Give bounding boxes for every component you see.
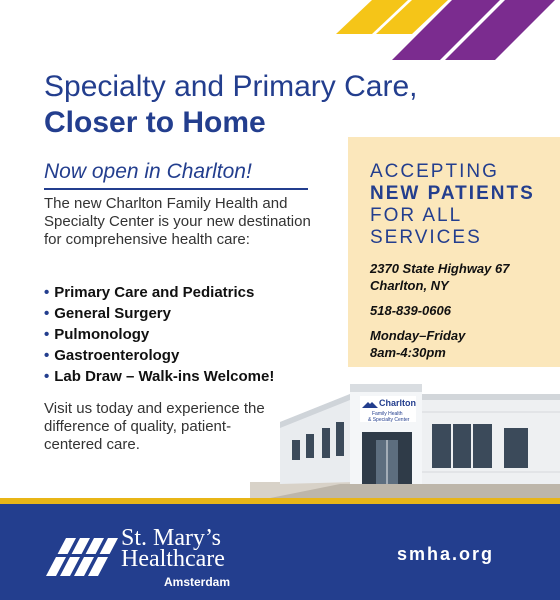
- bullet-icon: •: [44, 368, 50, 385]
- sign-line3: & Specialty Center: [368, 417, 410, 423]
- website-link[interactable]: smha.org: [397, 544, 495, 564]
- bullet-icon: •: [44, 284, 50, 301]
- service-label: Pulmonology: [54, 326, 150, 343]
- service-item: [44, 345, 344, 366]
- purple-stripe: [392, 0, 500, 60]
- building-image: [250, 372, 560, 502]
- bullet-icon: •: [44, 305, 50, 322]
- headline-line1: Specialty and Primary Care,: [44, 70, 418, 103]
- address: [370, 260, 555, 294]
- service-item: [44, 282, 344, 303]
- office-hours: [370, 327, 555, 361]
- gold-stripe: [376, 0, 448, 34]
- service-label: Primary Care and Pediatrics: [54, 284, 255, 301]
- sign-line2: Family Health: [372, 411, 403, 417]
- bullet-icon: •: [44, 326, 50, 343]
- service-label: Gastroenterology: [54, 347, 180, 364]
- headline: [44, 70, 514, 142]
- footer: [0, 504, 560, 600]
- headline-line2: Closer to Home: [44, 106, 266, 139]
- logo-mark-icon: [46, 530, 118, 576]
- bullet-icon: •: [44, 347, 50, 364]
- visit-text: Visit us today and experience the difference of quality, patient-centered care.: [44, 400, 265, 453]
- gold-stripe: [336, 0, 408, 34]
- st-marys-logo: [46, 524, 276, 594]
- hours-days: Monday–Friday: [370, 328, 466, 343]
- logo-line1: St. Mary’s: [121, 525, 222, 551]
- intro-text: The new Charlton Family Health and Specialty Center is your new destination for comprehensive health care:: [44, 195, 311, 248]
- service-label: Lab Draw – Walk-ins Welcome!: [54, 368, 275, 385]
- address-line1: 2370 State Highway 67: [370, 261, 510, 276]
- now-open-heading: Now open in Charlton!: [44, 160, 308, 190]
- logo-line3: Amsterdam: [164, 575, 231, 589]
- logo-line2: Healthcare: [121, 546, 225, 572]
- services-text: SERVICES: [370, 227, 482, 248]
- accepting-text: ACCEPTING: [370, 161, 499, 182]
- service-label: General Surgery: [54, 305, 171, 322]
- new-patients-text: NEW PATIENTS: [370, 183, 535, 204]
- service-item: [44, 324, 344, 345]
- logo-wordmark: [121, 525, 225, 572]
- hours-time: 8am-4:30pm: [370, 345, 446, 360]
- accepting-heading: [370, 161, 555, 249]
- address-line2: Charlton, NY: [370, 278, 449, 293]
- service-item: [44, 303, 344, 324]
- phone-number[interactable]: 518-839-0606: [370, 303, 451, 318]
- info-panel: [348, 137, 560, 367]
- sign-line1: Charlton: [379, 398, 416, 408]
- for-all-text: FOR ALL: [370, 205, 463, 226]
- purple-stripe: [445, 0, 555, 60]
